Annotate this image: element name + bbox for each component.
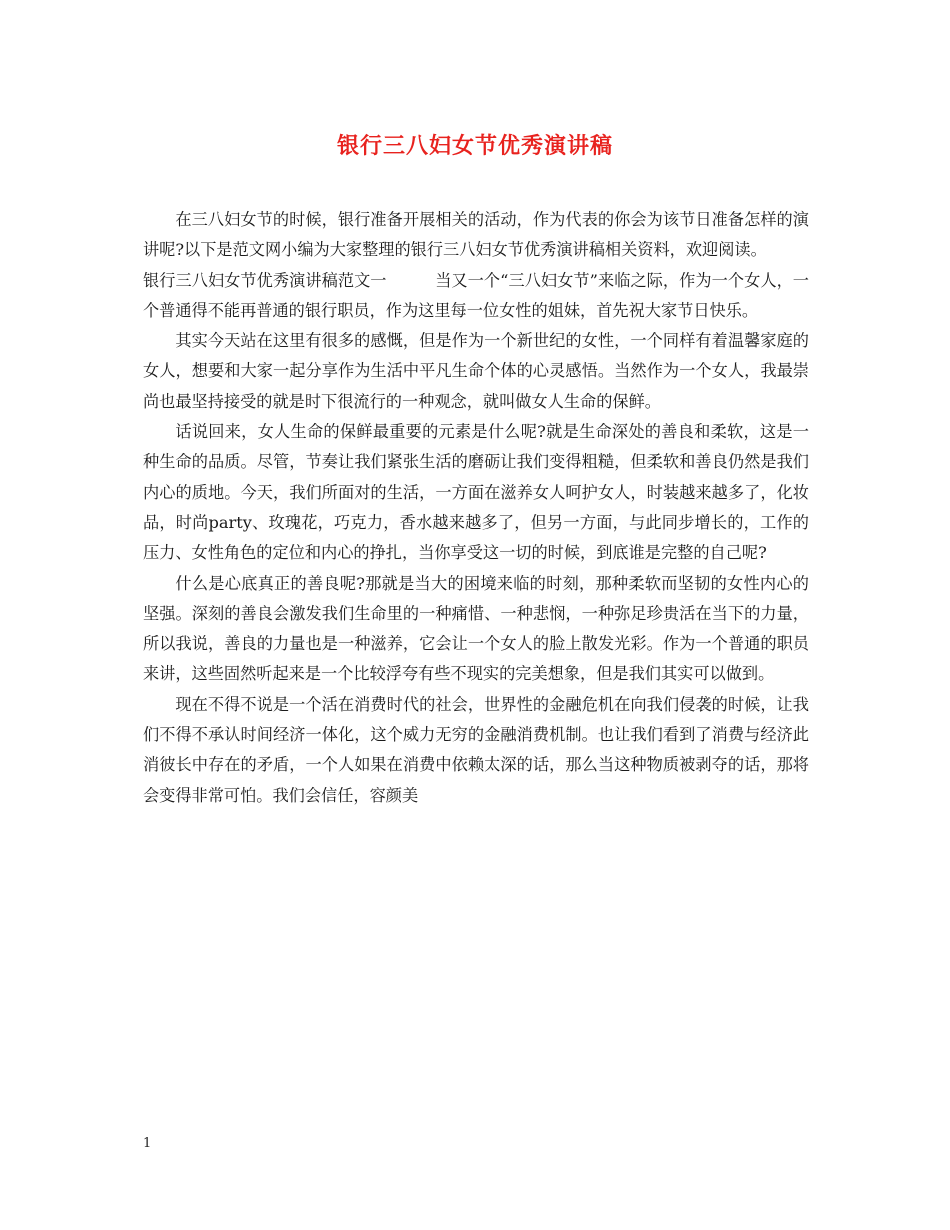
page-title: 银行三八妇女节优秀演讲稿 [336,134,613,159]
section-heading: 银行三八妇女节优秀演讲稿范文一 [143,270,387,290]
intro-paragraph: 在三八妇女节的时候，银行准备开展相关的活动，作为代表的你会为该节日准备怎样的演讲呢?以下是范文网小编为大家整理的银行三八妇女节优秀演讲稿相关资料，欢迎阅读。 [143,210,809,260]
section-first-paragraph: 当又一个“三八妇女节”来临之际，作为一个女人，一个普通得不能再普通的银行职员，作为这里每一位女性的姐妹，首先祝大家节日快乐。 [143,270,809,320]
document-body [143,205,809,811]
body-paragraph-4: 现在不得不说是一个活在消费时代的社会，世界性的金融危机在向我们侵袭的时候，让我们不得不承认时间经济一体化，这个威力无穷的金融消费机制。也让我们看到了消费与经济此消彼长中存在的矛盾，一个人如果在消费中依赖太深的话，那么当这种物质被剥夺的话，那将会变得非常可怕。我们会信任，容颜美 [143,694,809,805]
section-paragraph [143,266,809,327]
body-paragraph-3: 什么是心底真正的善良呢?那就是当大的困境来临的时刻，那种柔软而坚韧的女性内心的坚强。深刻的善良会激发我们生命里的一种痛惜、一种悲悯，一种弥足珍贵活在当下的力量，所以我说，善良的力量也是一种滋养，它会让一个女人的脸上散发光彩。作为一个普通的职员来讲，这些固然听起来是一个比较浮夸有些不现实的完美想象，但是我们其实可以做到。 [143,573,809,684]
body-paragraph-2: 话说回来，女人生命的保鲜最重要的元素是什么呢?就是生命深处的善良和柔软，这是一种生命的品质。尽管，节奏让我们紧张生活的磨砺让我们变得粗糙，但柔软和善良仍然是我们内心的质地。今天，我们所面对的生活，一方面在滋养女人呵护女人，时装越来越多了，化妆品，时尚party、玫瑰花，巧克力，香水越来越多了，但另一方面，与此同步增长的，工作的压力、女性角色的定位和内心的挣扎，当你享受这一切的时候，到底谁是完整的自己呢? [143,422,809,563]
body-paragraph-1: 其实今天站在这里有很多的感慨，但是作为一个新世纪的女性，一个同样有着温馨家庭的女人，想要和大家一起分享作为生活中平凡生命个体的心灵感悟。当然作为一个女人，我最崇尚也最坚持接受的就是时下很流行的一种观念，就叫做女人生命的保鲜。 [143,331,809,411]
page-number: 1 [143,1136,152,1151]
